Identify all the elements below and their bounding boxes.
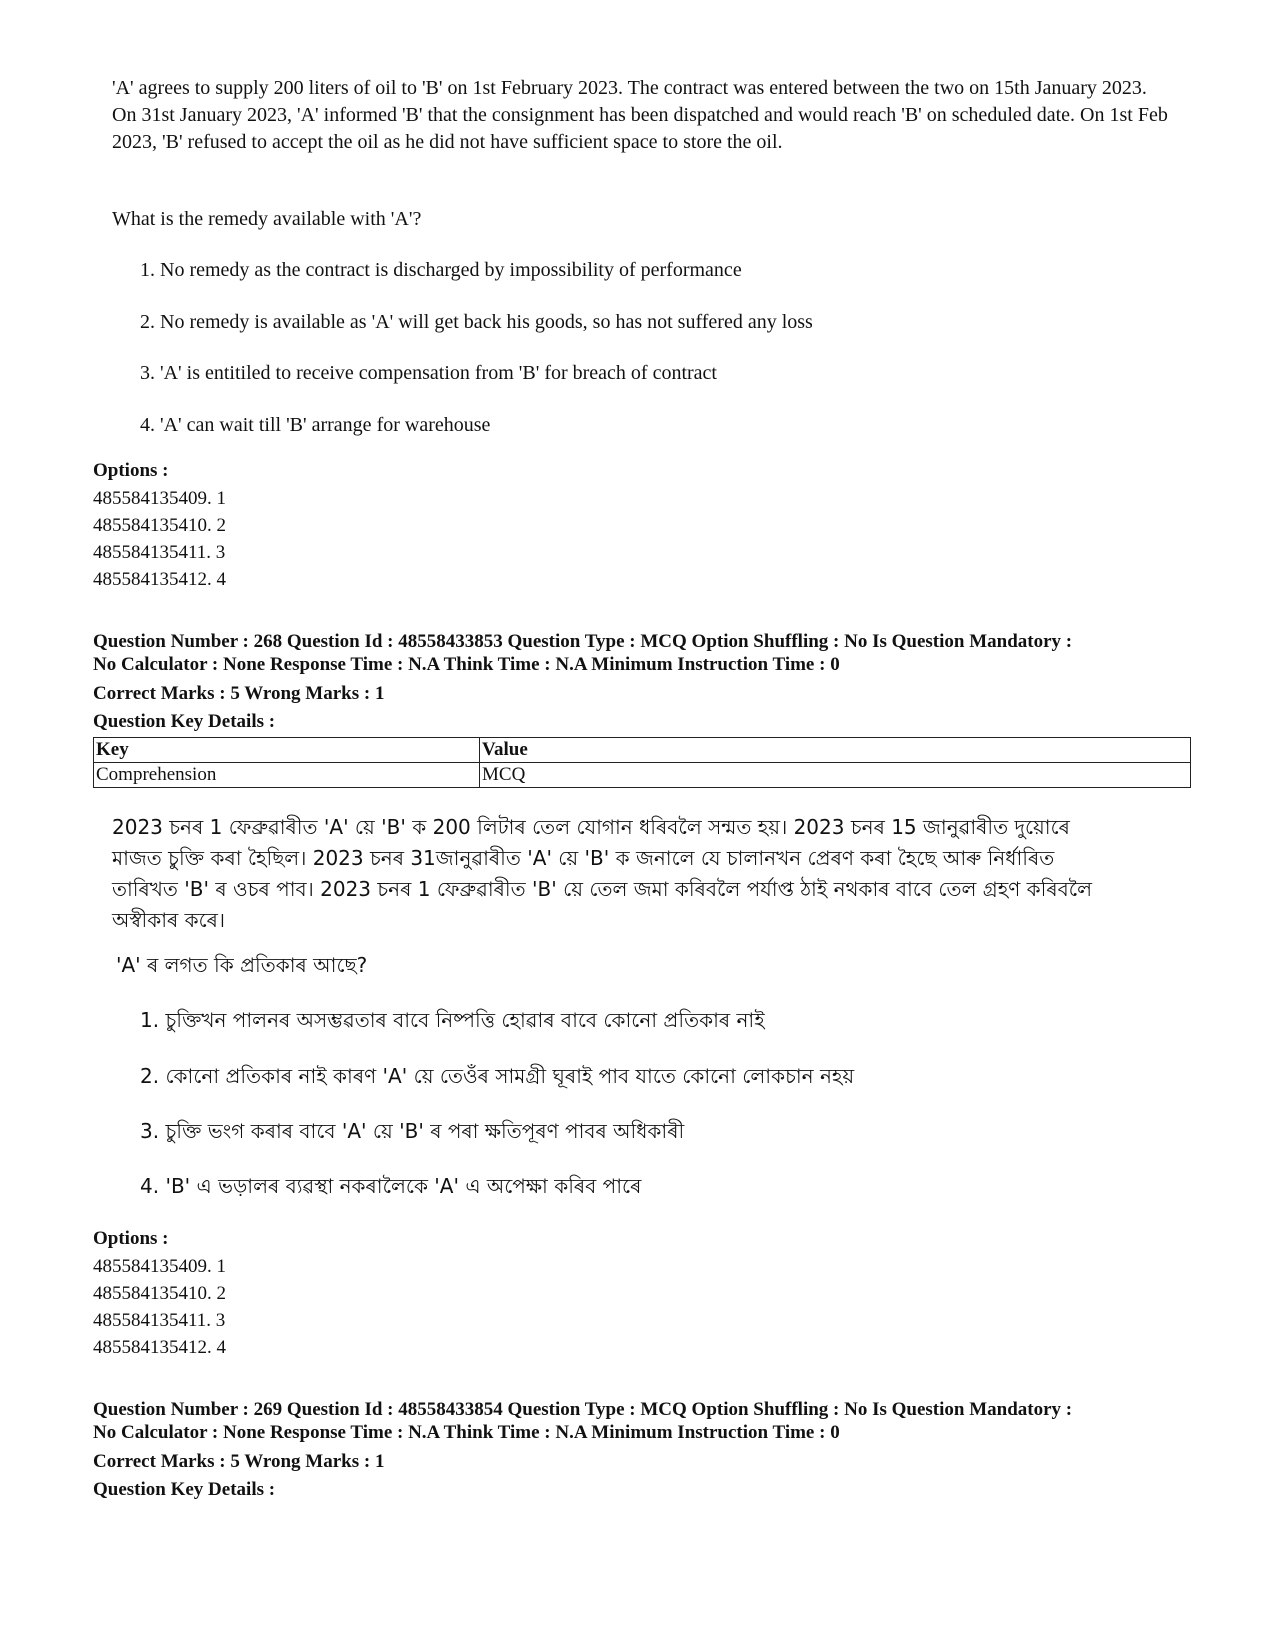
meta-line-2-269: No Calculator : None Response Time : N.A Think Time : N.A Minimum Instruction Time : 0: [93, 1422, 840, 1443]
table-header-row: [94, 738, 1191, 763]
passage-text-assamese: 2023 চনৰ 1 ফেব্ৰুৱাৰীত 'A' য়ে 'B' ক 200 লিটাৰ তেল যোগান ধৰিবলৈ সন্মত হয়। 2023 চনৰ 15 জানুৱাৰীত দুয়োৰে মাজত চুক্তি কৰা হৈছিল। 2023 চনৰ 31জানুৱাৰীত 'A' য়ে 'B' ক জনালে যে চালানখন প্ৰেৰণ কৰা হৈছে আৰু নিৰ্ধাৰিত তাৰিখত 'B' ৰ ওচৰ পাব। 2023 চনৰ 1 ফেব্ৰুৱাৰীত 'B' য়ে তেল জমা কৰিবলৈ পৰ্যাপ্ত ঠাই নথকাৰ বাবে তেল গ্ৰহণ কৰিবলৈ অস্বীকাৰ কৰে।: [112, 815, 1093, 932]
meta-line-2: No Calculator : None Response Time : N.A Think Time : N.A Minimum Instruction Time : 0: [93, 654, 840, 675]
question-passage-assamese: [112, 812, 1112, 936]
marks-268: Correct Marks : 5 Wrong Marks : 1: [93, 683, 385, 704]
option-id-3: 485584135411. 3: [93, 542, 226, 563]
options-label: Options :: [93, 460, 169, 481]
passage-text: 'A' agrees to supply 200 liters of oil to 'B' on 1st February 2023. The contract was entered between the two on 15th January 2023. On 31st January 2023, 'A' informed 'B' that the consignment has been dispatched and would reach 'B' on scheduled date. On 1st Feb 2023, 'B' refused to accept the oil as he did not have sufficient space to store the oil.: [112, 77, 1168, 153]
question-meta-268: [93, 630, 1203, 676]
choice-1-assamese: 1. চুক্তিখন পালনৰ অসম্ভৱতাৰ বাবে নিষ্পত্তি হোৱাৰ বাবে কোনো প্ৰতিকাৰ নাই: [140, 1008, 765, 1032]
choice-2-assamese: 2. কোনো প্ৰতিকাৰ নাই কাৰণ 'A' য়ে তেওঁৰ সামগ্ৰী ঘূৰাই পাব যাতে কোনো লোকচান নহয়: [140, 1064, 855, 1088]
option-id-4: 485584135412. 4: [93, 569, 226, 590]
option-id-3-268: 485584135411. 3: [93, 1310, 226, 1331]
question-key-table: [93, 737, 1191, 788]
option-id-1: 485584135409. 1: [93, 488, 226, 509]
table-cell-key: Comprehension: [94, 763, 480, 788]
option-id-4-268: 485584135412. 4: [93, 1337, 226, 1358]
choice-1: 1. No remedy as the contract is discharged by impossibility of performance: [140, 259, 742, 281]
question-prompt-english: [112, 206, 1172, 233]
options-label-268: Options :: [93, 1228, 169, 1249]
option-id-2-268: 485584135410. 2: [93, 1283, 226, 1304]
choice-3: 3. 'A' is entitiled to receive compensation from 'B' for breach of contract: [140, 362, 717, 384]
key-details-label-268: Question Key Details :: [93, 711, 276, 732]
choice-4-assamese: 4. 'B' এ ভড়ালৰ ব্যৱস্থা নকৰালৈকে 'A' এ অপেক্ষা কৰিব পাৰে: [140, 1174, 642, 1198]
prompt-text-assamese: 'A' ৰ লগত কি প্ৰতিকাৰ আছে?: [116, 953, 368, 977]
marks-269: Correct Marks : 5 Wrong Marks : 1: [93, 1451, 385, 1472]
meta-line-1-269: Question Number : 269 Question Id : 48558433854 Question Type : MCQ Option Shuffling : No Is Question Mandatory :: [93, 1399, 1073, 1420]
choice-2: 2. No remedy is available as 'A' will get back his goods, so has not suffered any loss: [140, 311, 813, 333]
choice-4: 4. 'A' can wait till 'B' arrange for warehouse: [140, 414, 491, 436]
question-meta-269: [93, 1398, 1203, 1444]
key-details-label-269: Question Key Details :: [93, 1479, 276, 1500]
question-prompt-assamese: [116, 950, 1176, 981]
choice-3-assamese: 3. চুক্তি ভংগ কৰাৰ বাবে 'A' য়ে 'B' ৰ পৰা ক্ষতিপূৰণ পাবৰ অধিকাৰী: [140, 1119, 685, 1143]
question-passage-english: [112, 75, 1172, 156]
prompt-text: What is the remedy available with 'A'?: [112, 208, 422, 230]
option-id-2: 485584135410. 2: [93, 515, 226, 536]
table-header-value: Value: [480, 738, 1191, 763]
option-id-1-268: 485584135409. 1: [93, 1256, 226, 1277]
table-row: [94, 763, 1191, 788]
meta-line-1: Question Number : 268 Question Id : 48558433853 Question Type : MCQ Option Shuffling : No Is Question Mandatory :: [93, 631, 1073, 652]
table-cell-value: MCQ: [480, 763, 1191, 788]
table-header-key: Key: [94, 738, 480, 763]
